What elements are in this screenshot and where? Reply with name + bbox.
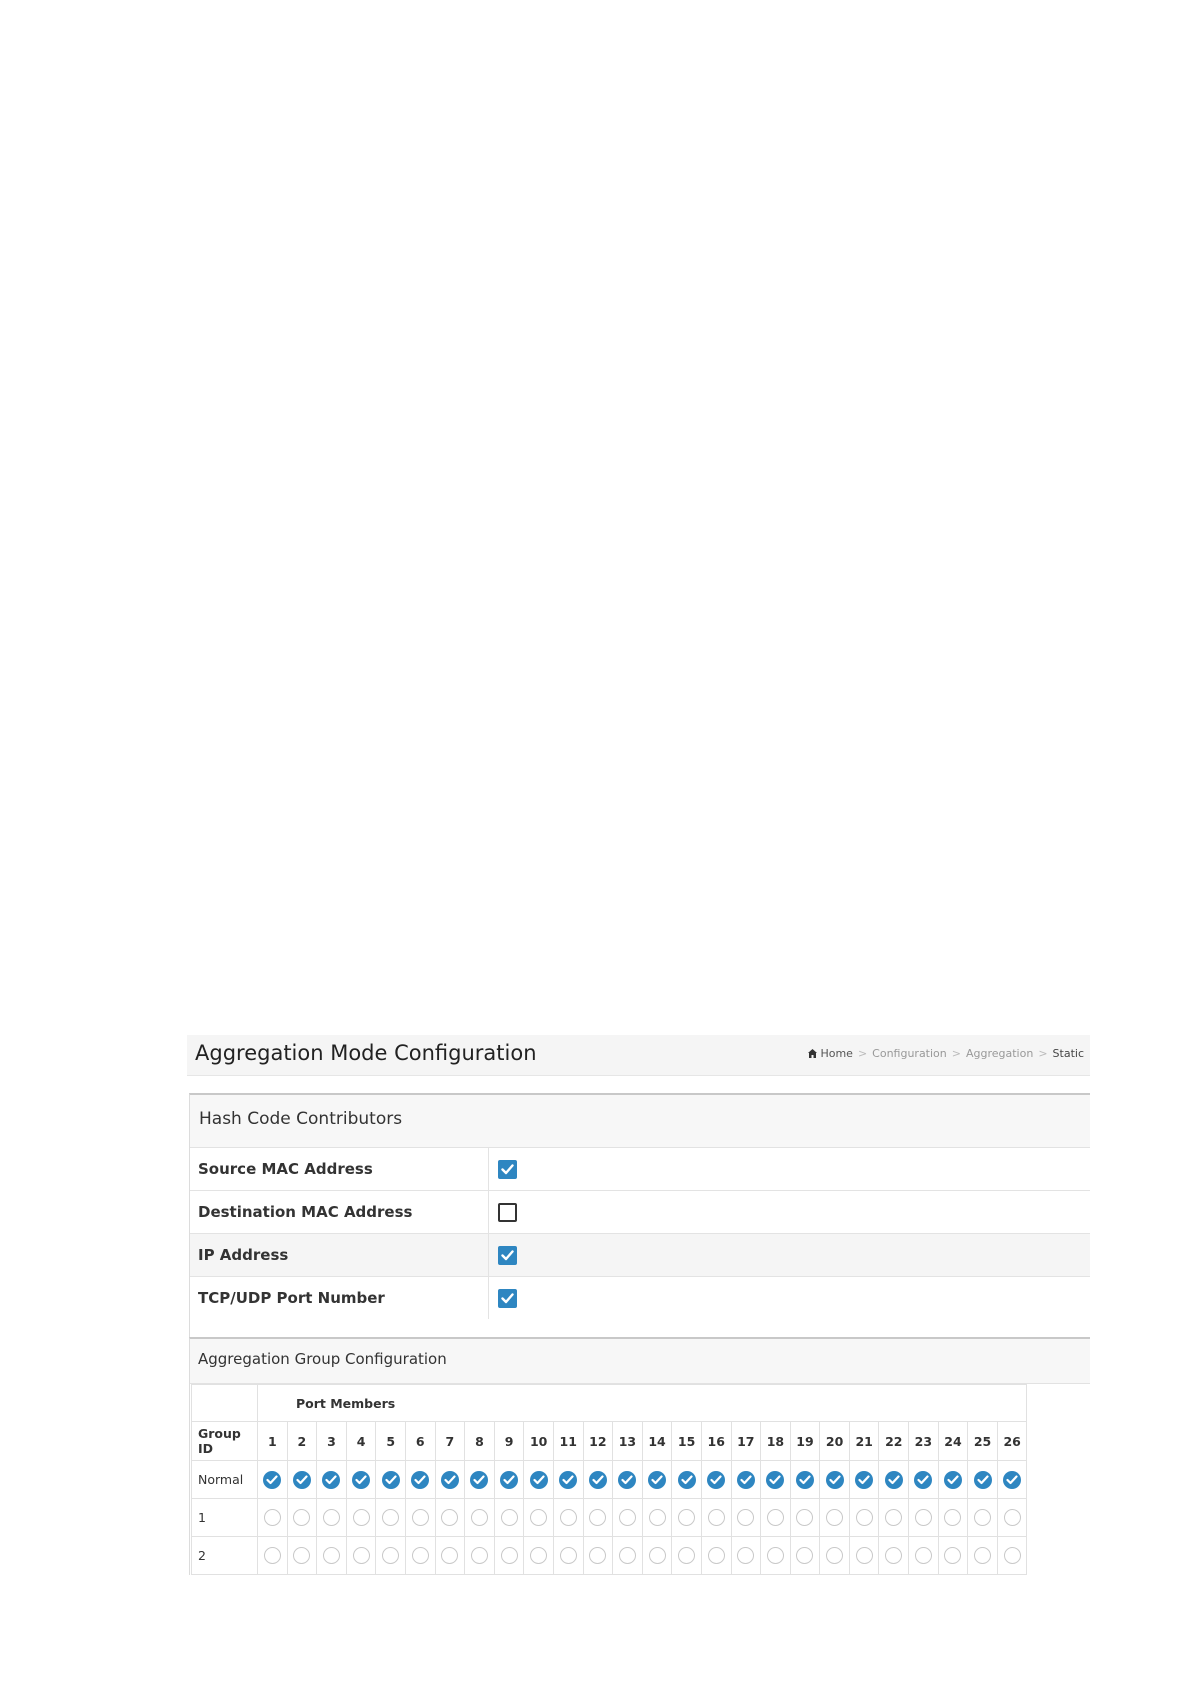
port-radio-cell [879,1461,909,1499]
port-radio-cell [405,1537,435,1575]
radio-empty-icon[interactable] [649,1547,666,1564]
port-radio-cell [613,1461,643,1499]
radio-empty-icon[interactable] [441,1509,458,1526]
radio-empty-icon[interactable] [560,1509,577,1526]
radio-checked-icon[interactable] [530,1471,548,1489]
hash-row-label: IP Address [190,1234,489,1276]
checkbox-checked[interactable] [498,1289,517,1308]
radio-empty-icon[interactable] [856,1547,873,1564]
port-radio-cell [938,1537,968,1575]
radio-checked-icon[interactable] [855,1471,873,1489]
radio-empty-icon[interactable] [678,1509,695,1526]
port-radio-cell [761,1461,791,1499]
hash-row-value [489,1191,1090,1233]
port-radio-cell [583,1461,613,1499]
port-number-header: 22 [879,1422,909,1461]
radio-empty-icon[interactable] [796,1509,813,1526]
radio-empty-icon[interactable] [1004,1547,1021,1564]
port-radio-cell [494,1461,524,1499]
radio-empty-icon[interactable] [560,1547,577,1564]
radio-checked-icon[interactable] [293,1471,311,1489]
radio-empty-icon[interactable] [501,1547,518,1564]
aggregation-group-panel [189,1337,1090,1575]
group-row [192,1537,1027,1575]
port-radio-cell [879,1499,909,1537]
port-radio-cell [258,1537,288,1575]
checkmark-icon [501,1250,514,1261]
port-number-header: 17 [731,1422,761,1461]
port-radio-cell [701,1499,731,1537]
port-radio-cell [790,1499,820,1537]
radio-empty-icon[interactable] [767,1509,784,1526]
port-radio-cell [938,1499,968,1537]
port-radio-cell [701,1537,731,1575]
port-radio-cell [642,1537,672,1575]
radio-checked-icon[interactable] [352,1471,370,1489]
radio-empty-icon[interactable] [264,1509,281,1526]
radio-checked-icon[interactable] [914,1471,932,1489]
port-radio-cell [909,1537,939,1575]
radio-checked-icon[interactable] [559,1471,577,1489]
breadcrumb-separator: > [1038,1047,1048,1060]
hash-row-label: TCP/UDP Port Number [190,1277,489,1319]
port-number-header: 16 [701,1422,731,1461]
hash-row-value [489,1277,1090,1319]
radio-empty-icon[interactable] [856,1509,873,1526]
port-radio-cell [346,1461,376,1499]
hash-row-label: Source MAC Address [190,1148,489,1190]
port-radio-cell [701,1461,731,1499]
port-number-header: 13 [613,1422,643,1461]
breadcrumb-aggregation[interactable]: Aggregation [965,1047,1034,1060]
port-radio-cell [849,1537,879,1575]
port-radio-cell [820,1461,850,1499]
aggregation-config-page [187,1035,1090,1575]
port-number-header: 15 [672,1422,702,1461]
radio-empty-icon[interactable] [885,1547,902,1564]
hash-row [190,1148,1090,1191]
port-number-header: 6 [405,1422,435,1461]
port-radio-cell [849,1499,879,1537]
breadcrumb-configuration[interactable]: Configuration [872,1047,947,1060]
port-number-header: 2 [287,1422,317,1461]
port-number-header: 26 [997,1422,1027,1461]
radio-empty-icon[interactable] [323,1547,340,1564]
port-members-header: Port Members [258,1385,1027,1422]
port-number-header: 24 [938,1422,968,1461]
port-radio-cell [258,1499,288,1537]
port-radio-cell [642,1499,672,1537]
radio-checked-icon[interactable] [707,1471,725,1489]
port-radio-cell [997,1499,1027,1537]
port-radio-cell [909,1461,939,1499]
radio-empty-icon[interactable] [471,1547,488,1564]
radio-checked-icon[interactable] [618,1471,636,1489]
port-radio-cell [524,1461,554,1499]
port-radio-cell [435,1537,465,1575]
radio-empty-icon[interactable] [826,1509,843,1526]
port-radio-cell [553,1499,583,1537]
port-radio-cell [524,1499,554,1537]
radio-empty-icon[interactable] [619,1547,636,1564]
radio-empty-icon[interactable] [382,1509,399,1526]
radio-checked-icon[interactable] [737,1471,755,1489]
group-row-label: Normal [192,1461,258,1499]
radio-empty-icon[interactable] [619,1509,636,1526]
checkbox-checked[interactable] [498,1246,517,1265]
port-radio-cell [376,1537,406,1575]
radio-checked-icon[interactable] [382,1471,400,1489]
port-radio-cell [613,1499,643,1537]
port-number-header: 25 [968,1422,998,1461]
hash-row-label: Destination MAC Address [190,1191,489,1233]
radio-empty-icon[interactable] [353,1509,370,1526]
port-radio-cell [553,1461,583,1499]
port-number-header: 11 [553,1422,583,1461]
port-radio-cell [465,1537,495,1575]
checkmark-icon [501,1164,514,1175]
radio-empty-icon[interactable] [293,1547,310,1564]
radio-checked-icon[interactable] [826,1471,844,1489]
port-radio-cell [376,1461,406,1499]
radio-checked-icon[interactable] [322,1471,340,1489]
port-radio-cell [287,1537,317,1575]
radio-empty-icon[interactable] [649,1509,666,1526]
radio-checked-icon[interactable] [766,1471,784,1489]
port-radio-cell [435,1461,465,1499]
port-number-header: 12 [583,1422,613,1461]
radio-checked-icon[interactable] [470,1471,488,1489]
port-radio-cell [820,1499,850,1537]
hash-code-contributors-panel [189,1093,1090,1357]
port-radio-cell [968,1537,998,1575]
port-radio-cell [968,1461,998,1499]
radio-empty-icon[interactable] [382,1547,399,1564]
radio-empty-icon[interactable] [767,1547,784,1564]
port-radio-cell [317,1499,347,1537]
port-radio-cell [465,1461,495,1499]
group-id-header: Group ID [192,1422,258,1461]
port-number-header: 14 [642,1422,672,1461]
port-radio-cell [405,1499,435,1537]
port-number-header: 9 [494,1422,524,1461]
port-radio-cell [524,1537,554,1575]
hash-row [190,1277,1090,1319]
group-row [192,1499,1027,1537]
radio-empty-icon[interactable] [412,1509,429,1526]
radio-empty-icon[interactable] [589,1547,606,1564]
checkmark-icon [501,1293,514,1304]
port-radio-cell [642,1461,672,1499]
port-radio-cell [465,1499,495,1537]
port-radio-cell [731,1537,761,1575]
radio-empty-icon[interactable] [323,1509,340,1526]
panel-heading [190,1095,1090,1148]
port-radio-cell [997,1537,1027,1575]
hash-row [190,1234,1090,1277]
radio-empty-icon[interactable] [501,1509,518,1526]
port-radio-cell [553,1537,583,1575]
port-number-header: 4 [346,1422,376,1461]
radio-empty-icon[interactable] [471,1509,488,1526]
port-radio-cell [346,1499,376,1537]
port-number-header: 18 [761,1422,791,1461]
port-radio-cell [731,1499,761,1537]
radio-empty-icon[interactable] [796,1547,813,1564]
port-number-header: 23 [909,1422,939,1461]
port-radio-cell [997,1461,1027,1499]
aggregation-group-table [191,1384,1027,1575]
radio-empty-icon[interactable] [530,1547,547,1564]
group-row [192,1461,1027,1499]
port-radio-cell [287,1499,317,1537]
radio-empty-icon[interactable] [293,1509,310,1526]
checkbox-unchecked[interactable] [498,1203,517,1222]
port-radio-cell [731,1461,761,1499]
page-header [187,1035,1090,1076]
radio-empty-icon[interactable] [353,1547,370,1564]
hash-row-value [489,1234,1090,1276]
radio-empty-icon[interactable] [1004,1509,1021,1526]
home-icon[interactable] [807,1048,818,1059]
port-number-header: 20 [820,1422,850,1461]
port-number-header: 19 [790,1422,820,1461]
radio-empty-icon[interactable] [441,1547,458,1564]
hash-panel-title: Hash Code Contributors [199,1109,403,1129]
port-radio-cell [583,1537,613,1575]
breadcrumb-home[interactable]: Home [820,1047,853,1060]
group-row-label: 2 [192,1537,258,1575]
port-radio-cell [317,1537,347,1575]
port-radio-cell [583,1499,613,1537]
port-number-header: 3 [317,1422,347,1461]
radio-checked-icon[interactable] [944,1471,962,1489]
port-radio-cell [435,1499,465,1537]
port-radio-cell [672,1499,702,1537]
port-number-header: 10 [524,1422,554,1461]
port-radio-cell [790,1537,820,1575]
radio-empty-icon[interactable] [412,1547,429,1564]
radio-empty-icon[interactable] [708,1509,725,1526]
port-radio-cell [909,1499,939,1537]
radio-empty-icon[interactable] [530,1509,547,1526]
radio-checked-icon[interactable] [589,1471,607,1489]
port-radio-cell [494,1499,524,1537]
radio-checked-icon[interactable] [1003,1471,1021,1489]
port-radio-cell [790,1461,820,1499]
radio-checked-icon[interactable] [885,1471,903,1489]
port-number-header: 1 [258,1422,288,1461]
radio-checked-icon[interactable] [263,1471,281,1489]
panel-heading [190,1339,1090,1384]
radio-empty-icon[interactable] [708,1547,725,1564]
radio-empty-icon[interactable] [944,1509,961,1526]
radio-checked-icon[interactable] [974,1471,992,1489]
port-radio-cell [346,1537,376,1575]
port-radio-cell [494,1537,524,1575]
breadcrumb-separator: > [857,1047,868,1060]
port-radio-cell [258,1461,288,1499]
radio-empty-icon[interactable] [885,1509,902,1526]
port-radio-cell [820,1537,850,1575]
radio-checked-icon[interactable] [411,1471,429,1489]
port-number-header: 7 [435,1422,465,1461]
port-radio-cell [317,1461,347,1499]
radio-empty-icon[interactable] [826,1547,843,1564]
radio-empty-icon[interactable] [264,1547,281,1564]
radio-checked-icon[interactable] [500,1471,518,1489]
port-radio-cell [672,1537,702,1575]
port-radio-cell [405,1461,435,1499]
hash-row-value [489,1148,1090,1190]
radio-checked-icon[interactable] [796,1471,814,1489]
radio-empty-icon[interactable] [915,1509,932,1526]
port-number-header: 21 [849,1422,879,1461]
group-panel-title: Aggregation Group Configuration [198,1350,447,1368]
port-radio-cell [613,1537,643,1575]
port-radio-cell [968,1499,998,1537]
header-empty-cell [192,1385,258,1422]
port-number-header: 8 [465,1422,495,1461]
radio-empty-icon[interactable] [678,1547,695,1564]
radio-checked-icon[interactable] [648,1471,666,1489]
port-radio-cell [761,1499,791,1537]
port-radio-cell [376,1499,406,1537]
port-radio-cell [879,1537,909,1575]
port-radio-cell [761,1537,791,1575]
radio-empty-icon[interactable] [915,1547,932,1564]
radio-empty-icon[interactable] [944,1547,961,1564]
page-title: Aggregation Mode Configuration [195,1041,537,1065]
port-radio-cell [938,1461,968,1499]
radio-empty-icon[interactable] [737,1547,754,1564]
breadcrumb [807,1047,1084,1060]
radio-checked-icon[interactable] [441,1471,459,1489]
port-number-header: 5 [376,1422,406,1461]
group-row-label: 1 [192,1499,258,1537]
checkbox-checked[interactable] [498,1160,517,1179]
port-radio-cell [849,1461,879,1499]
port-radio-cell [672,1461,702,1499]
hash-rows [190,1148,1090,1319]
port-radio-cell [287,1461,317,1499]
radio-empty-icon[interactable] [737,1509,754,1526]
radio-empty-icon[interactable] [974,1509,991,1526]
breadcrumb-separator: > [951,1047,961,1060]
radio-empty-icon[interactable] [974,1547,991,1564]
radio-empty-icon[interactable] [589,1509,606,1526]
hash-row [190,1191,1090,1234]
breadcrumb-static: Static [1052,1047,1084,1060]
radio-checked-icon[interactable] [678,1471,696,1489]
